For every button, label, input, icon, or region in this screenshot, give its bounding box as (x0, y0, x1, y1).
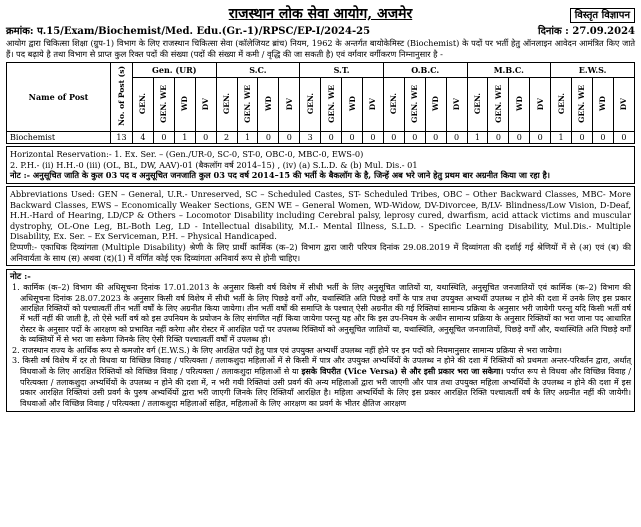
group-header: S.C. (216, 63, 300, 78)
org-title: राजस्थान लोक सेवा आयोग, अजमेर (228, 6, 413, 22)
sub-header-cell: WD (509, 78, 530, 132)
sub-header-cell: GEN. WE (488, 78, 509, 132)
sub-header-cell: DV (279, 78, 300, 132)
vacancy-value-cell: 1 (174, 132, 195, 144)
vacancy-value-cell: 0 (509, 132, 530, 144)
abbreviations-box (6, 186, 635, 266)
vacancy-value-cell: 3 (300, 132, 321, 144)
note-item-2: 2. राजस्थान राज्य के आर्थिक रूप से कमजोर वर्ग (E.W.S.) के लिए आरक्षित पदों हेतु पात्र एवं उपयुक्त अभ्यर्थी उपलब्ध नहीं होने पर इन पदों को नियमानुसार सामान्य प्रक्रिया से भरा जायेगा। (12, 345, 562, 355)
sub-header-cell: GEN. (551, 78, 572, 132)
sub-header-cell: DV (195, 78, 216, 132)
horizontal-reservation-line: 2. P.H.- (ii) H.H.-0 (iii) (OL, BL, DW, AAV)-01 (बैकलॉग वर्ष 2014–15) , (iv) (a) S.L.D. & (b) Mul. Dis.- 01 (10, 159, 418, 170)
sub-header-cell: GEN. (467, 78, 488, 132)
sub-header-cell: DV (362, 78, 383, 132)
post-name-cell: Biochemist (7, 132, 111, 144)
vacancy-value-cell: 0 (613, 132, 634, 144)
vacancy-value-cell: 1 (237, 132, 258, 144)
tippani-text: टिप्पणी:- एकाधिक दिव्यांगता (Multiple Disability) श्रेणी के लिए प्रार्थी कार्मिक (क–2) विभाग द्वारा जारी परिपत्र दिनांक 29.08.2019 में दिव्यांगता की दर्शाई गई श्रेणियों में से (अ) एवं (ब) की अनिवार्यता के साथ (स) अथवा (द)(1) में वर्णित कोई एक दिव्यांगता अनिवार्य रूप से होनी चाहिए। (10, 241, 631, 263)
group-header: Gen. (UR) (133, 63, 217, 78)
abbreviations-text: Abbreviations Used: GEN – General, U.R.- Unreserved, SC – Scheduled Castes, ST- Scheduled Tribes, OBC – Other Backward Classes, MBC- More Backward Classes, EWS – Economically Weaker Sections, GEN WE – General Women, WD-Widow, DV-Divorcee, B/LV- Blindness/Low Vision, D-Deaf, H.H.-Hard of Hearing, LD/CP & Others – Locomotor Disability including Cerebral palsy, leprosy cured, dwarfism, acid attack victims and muscular dystrophy, OL-One Leg, BL-Both Leg, LD - Intellectual disability, M.I.- Mental Illness, S.L.D. - Specific Learning Disability, Mul.Dis.- Multiple Disability, Ex. Ser. – Ex Serviceman, P.H. – Physical Handicaped. (10, 188, 631, 242)
vacancy-value-cell: 0 (195, 132, 216, 144)
backlog-note: नोट :- अनुसूचित जाति के कुल 03 पद व अनुसूचित जनजाति कुल 03 पद वर्ष 2014–15 की भर्ती के बैकलॉग के है, जिन्हें अब भरे जाने हेतु प्रथम बार अग्रनीत किया जा रहा है। (10, 170, 550, 181)
sub-header-cell: DV (613, 78, 634, 132)
vacancy-value-cell: 1 (551, 132, 572, 144)
total-header: No. of Post (s) (111, 63, 133, 132)
vacancy-value-cell: 0 (592, 132, 613, 144)
vacancy-value-cell: 0 (383, 132, 404, 144)
vacancy-table (6, 62, 635, 144)
group-header: S.T. (300, 63, 384, 78)
group-header: E.W.S. (551, 63, 635, 78)
advertisement-page (0, 6, 641, 527)
note-item-1: 1. कार्मिक (क–2) विभाग की अधिसूचना दिनांक 17.01.2013 के अनुसार किसी वर्ष विशेष में सीधी भर्ती के लिए अनुसूचित जातियों या, यथास्थिति, अनुसूचित जनजातियों एवं कार्मिक (क–2) विभाग की अधिसूचना दिनांक 28.07.2023 के अनुसार किसी वर्ष विशेष में सीधी भर्ती के लिए पिछड़े वर्गों और, यथास्थिति अति पिछड़े वर्गों के पात्र तथा उपयुक्त अभ्यर्थी उपलब्ध न होने की दशा में उनके लिए इस प्रकार आरक्षित रिक्तियों को पश्चात्वर्ती तीन भर्ती वर्षों के लिए अग्रनीत किया जायेगा। तीन भर्ती वर्षों की समाप्ति के पश्चात् ऐसी अग्रनीत की गई रिक्तियां सामान्य प्रक्रिया के अनुसार भरी जायेगी परन्तु यदि किसी भर्ती वर्ष में भर्ती नहीं की जाती है, तो ऐसे भर्ती वर्ष को इस उपनियम के प्रयोजन के लिए संगणित नहीं किया जायेगा परन्तु यह और कि इस उप-नियम के अधीन सामान्य प्रक्रिया के अनुसार रिक्तियों का भरा जाना पद आधारित रोस्टर के अनुसार पदों के आरक्षण को प्रभावित नहीं करेगा और रोस्टर में आरक्षित पदों पर उपलब्ध रिक्तियों को अनुसूचित जातियों या, यथास्थिति, अनुसूचित जनजातियों, पिछड़े वर्गों और, यथास्थिति अति पिछड़े वर्गों के व्यक्तियों में से भरा जा सकेगा जिनके लिए ऐसी रिक्ति पश्चात्वर्ती वर्षों में उपलब्ध हो। (12, 283, 631, 345)
total-cell: 13 (111, 132, 133, 144)
reference-number: क्रमांक: प.15/Exam/Biochemist/Med. Edu.(Gr.-1)/RPSC/EP-I/2024-25 (6, 26, 371, 37)
sub-header-cell: GEN. WE (321, 78, 342, 132)
vacancy-value-cell: 0 (572, 132, 593, 144)
vacancy-value-cell: 0 (425, 132, 446, 144)
sub-header-cell: WD (258, 78, 279, 132)
sub-header-cell: GEN. WE (572, 78, 593, 132)
sub-header-cell: GEN. (300, 78, 321, 132)
reference-date: दिनांक : 27.09.2024 (537, 26, 635, 37)
group-header: M.B.C. (467, 63, 551, 78)
vacancy-value-cell: 0 (404, 132, 425, 144)
sub-header-cell: GEN. (216, 78, 237, 132)
vacancy-value-cell: 0 (362, 132, 383, 144)
vacancy-value-cell: 0 (153, 132, 174, 144)
sub-header-cell: GEN. WE (153, 78, 174, 132)
sub-header-cell: GEN. WE (237, 78, 258, 132)
vacancy-value-cell: 2 (216, 132, 237, 144)
horizontal-reservation-line: Horizontal Reservation:- 1. Ex. Ser. – (Gen./UR-0, SC-0, ST-0, OBC-0, MBC-0, EWS-0) (10, 149, 364, 160)
notes-heading: नोट :- (10, 272, 31, 283)
sub-header-cell: GEN. WE (404, 78, 425, 132)
group-header: O.B.C. (383, 63, 467, 78)
sub-header-cell: WD (592, 78, 613, 132)
vacancy-value-cell: 4 (133, 132, 154, 144)
sub-header-cell: WD (425, 78, 446, 132)
sub-header-cell: WD (174, 78, 195, 132)
sub-header-cell: DV (446, 78, 467, 132)
sub-header-cell: GEN. (133, 78, 154, 132)
vacancy-value-cell: 0 (488, 132, 509, 144)
vacancy-value-cell: 1 (467, 132, 488, 144)
vacancy-value-cell: 0 (321, 132, 342, 144)
intro-paragraph: आयोग द्वारा चिकित्सा शिक्षा (ग्रुप-1) विभाग के लिए राजस्थान चिकित्सा सेवा (कॉलेजियट ब्रांच) नियम, 1962 के अन्तर्गत बायोकेमिस्ट (Biochemist) के पदों पर भर्ती हेतु ऑनलाइन आवेदन आमंत्रित किए जाते हैं। पद बढ़ाये है तथा विभाग से प्राप्त कुल रिक्त पदों की संख्या (पदों की संख्या में कमी / वृद्धि की जा सकती है) एवं वर्गवार वर्गीकरण निम्नानुसार है - (6, 38, 635, 59)
vacancy-value-cell: 0 (342, 132, 363, 144)
advertisement-badge: विस्तृत विज्ञापन (570, 8, 635, 23)
note-item-3: 3. किसी वर्ष विशेष में दर तो विधवा या विच्छिन्न विवाह / परित्यक्ता / तलाकशुदा महिलाओं में से किसी में पात्र और उपयुक्त अभ्यर्थियों के उपलब्ध न होने की दशा में रिक्तियों को प्रथमतः अन्तर-परिवर्तन द्वारा, अर्थात् विधवाओं के लिए आरक्षित रिक्तियों को विच्छिन्न विवाह / परित्यक्ता / तलाकशुदा महिलाओं से या इसके विपरीत (Vice Versa) से और इसी प्रकार भरा जा सकेगा। पर्याप्त रूप से विधवा और विच्छिन्न विवाह / परित्यक्ता / तलाकशुदा अभ्यर्थियों के उपलब्ध न होने की दशा में, न भरी गयी रिक्तियां उसी प्रवर्ग की अन्य महिलाओं द्वारा भरी जाएगी और पात्र तथा उपयुक्त महिला अभ्यर्थियों के उपलब्ध न होने की दशा में इस प्रकार आरक्षित रिक्तियां उसी प्रवर्ग के पुरुष अभ्यर्थियों द्वारा भरी जाएगी जिनके लिए रिक्तियाँ आरक्षित है। महिला अभ्यर्थियों के लिए इस प्रकार आरक्षित रिक्ति पश्चात्वर्ती वर्ष के लिए अग्रनीत नहीं की जायेगी। विधवाओं और विच्छिन्न विवाह / परित्यक्ता / तलाकशुदा महिलाओं सहित, महिलाओं के लिए आरक्षण का प्रवर्ग के भीतर क्षैतिज आरक्षण (12, 355, 631, 408)
post-header: Name of Post (7, 63, 111, 132)
vacancy-value-cell: 0 (446, 132, 467, 144)
horizontal-reservation-box (6, 146, 635, 184)
vacancy-value-cell: 0 (279, 132, 300, 144)
notes-box (6, 269, 635, 412)
sub-header-cell: GEN. (383, 78, 404, 132)
vacancy-value-cell: 0 (258, 132, 279, 144)
reference-row (6, 25, 635, 38)
sub-header-cell: DV (530, 78, 551, 132)
vacancy-value-cell: 0 (530, 132, 551, 144)
sub-header-cell: WD (342, 78, 363, 132)
